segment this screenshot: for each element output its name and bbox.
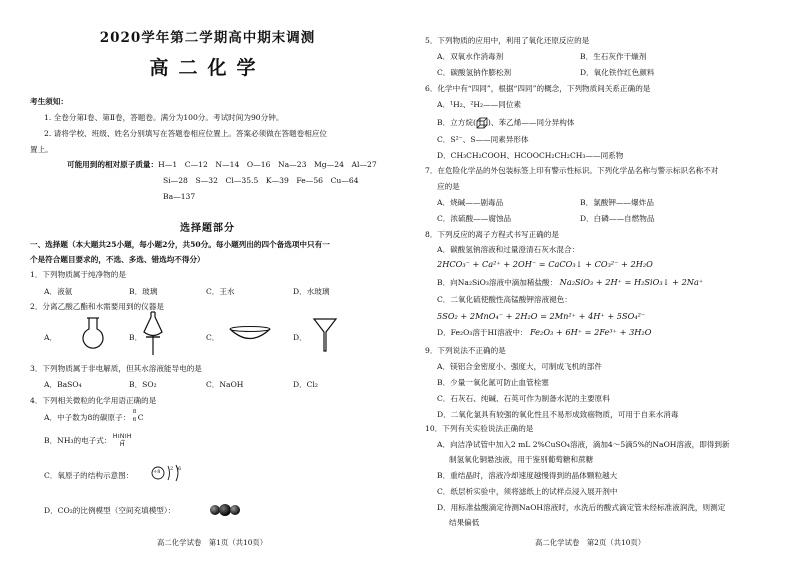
notice-item-2: 2. 请将学校、班级、姓名分别填写在答题卷相应位置上。答案必须做在答题卷相应位 [44,129,328,138]
q10-option-d-line-1: D．用标准盐酸滴定待测NaOH溶液时，水洗后的酸式滴定管未经标准液润洗，则测定 [437,503,726,512]
nh3-electron-formula-icon [112,431,134,451]
q5-option-c: C．碳酸氢钠作膨松剂 [437,68,512,77]
q9-option-d: D．二氧化氯具有较强的氧化性且不易形成致癌物质，可用于自来水消毒 [437,410,679,419]
section-instruction-2: 个是符合题目要求的，不选、多选、错选均不得分） [30,255,205,264]
q7-stem-2: 应的是 [437,182,460,191]
q9-option-a: A．镁铝合金密度小、强度大，可制成飞机的部件 [437,362,602,371]
exam-subtitle: 高二化学 [149,57,266,79]
section-title: 选择题部分 [180,223,235,234]
atomic-mass-line-1: H—1 C—12 N—14 O—16 Na—23 Mg—24 Al—27 [158,160,377,169]
q2-option-d: D． [293,333,307,342]
q5-stem: 5．下列物质的应用中，利用了氧化还原反应的是 [425,36,590,45]
co2-space-filling-model [210,503,246,517]
atomic-mass-line-3: Ba—137 [163,192,196,201]
q6-option-a: A．¹H₂、²H₂——同位素 [437,100,522,109]
svg-text:H: H [127,434,132,440]
funnel-icon [313,318,337,352]
q6-option-b-text-1: B．立方烷( [437,118,476,127]
q10-stem: 10．下列有关实验说法正确的是 [425,424,534,433]
q8-option-d [437,327,651,338]
q5-option-d: D．氧化铁作红色颜料 [580,68,655,77]
q3-option-d: D．Cl₂ [293,380,318,389]
q1-option-d: D．水玻璃 [293,287,330,296]
q2-option-c: C． [206,333,220,342]
q6-option-b [437,117,574,129]
q8-option-a: A．碳酸氢钠溶液和过量澄清石灰水混合： [437,245,580,254]
q8-option-a-equation: 2HCO₃⁻ + Ca²⁺ + 2OH⁻ = CaCO₃↓ + CO₃²⁻ + 2H₂O [437,259,653,269]
q2-option-a: A． [44,333,58,342]
q8-option-c: C．二氧化硫使酸性高锰酸钾溶液褪色： [437,295,572,304]
notice-item-1: 1. 全卷分第Ⅰ卷、第Ⅱ卷，答题卷。满分为100分。考试时间为90分钟。 [44,113,284,122]
q6-stem: 6．化学中有“四同”，根据“四同”的概念，下列物质间关系正确的是 [425,84,651,93]
q7-stem-1: 7．在危险化学品的外包装标签上印有警示性标识。下列化学品名称与警示标识名称不对 [425,166,719,175]
svg-text:N: N [120,434,125,440]
section-instruction-1: 一、选择题（本大题共25小题，每小题2分，共50分。每小题列出的四个备选项中只有一 [30,240,330,249]
oxygen-ball-icon [230,505,240,515]
q3-option-c: C．NaOH [206,380,244,389]
atomic-mass-line-2: Si—28 S—32 Cl—35.5 K—39 Fe—56 Cu—64 [163,176,359,185]
q5-option-a: A．双氧水作消毒剂 [437,52,504,61]
q5-option-b: B．生石灰作干燥剂 [580,52,647,61]
q8-option-d-text: D．Fe₂O₃溶于HI溶液中： [437,328,528,337]
mass-number: 8 [132,409,137,415]
q4-option-c: C．氧原子的结构示意图： [44,471,134,480]
q3-option-a: A．BaSO₄ [44,380,82,389]
exam-title: 2020学年第二学期高中期末调测 [99,30,316,46]
q10-option-a-line-2: 制氢氧化铜悬浊液，用于鉴别葡萄糖和蔗糖 [449,455,594,464]
q1-option-b: B．玻璃 [129,287,158,296]
q8-option-b-equation: Na₂SiO₃ + 2H⁺ = H₂SiO₃↓ + 2Na⁺ [559,277,704,287]
footer-left: 高二化学试卷 第1页（共10页） [157,538,268,547]
q1-option-c: C．王水 [206,287,235,296]
shell-2-electrons: 6 [178,466,182,472]
q2-option-b: B． [129,333,143,342]
element-symbol: C [137,413,144,422]
q3-stem: 3．下列物质属于非电解质，但其水溶液能导电的是 [30,364,202,373]
separatory-funnel-icon [142,312,164,356]
q10-option-a-line-1: A．向洁净试管中加入2 mL 2%CuSO₄溶液，滴加4～5滴5%的NaOH溶液，即得到新 [437,440,730,449]
notice-heading: 考生须知： [30,97,68,106]
q3-option-b: B．SO₂ [129,380,157,389]
cubane-icon [476,117,488,129]
q4-stem: 4．下列相关微粒的化学用语正确的是 [30,396,157,405]
q8-option-b [437,277,703,288]
q6-option-b-text-2: )、苯乙烯——同分异构体 [487,118,575,127]
q9-option-b: B．少量一氧化氮可防止血管栓塞 [437,378,549,387]
q7-option-b: B．氯酸钾——爆炸品 [580,198,654,207]
carbon-isotope-symbol [132,409,149,423]
nucleus-charge: +8 [153,469,161,475]
q9-stem: 9．下列说法不正确的是 [425,346,506,355]
q4-option-b: B．NH₃的电子式： [44,436,112,445]
q2-stem: 2．分离乙酸乙酯和水需要用到的仪器是 [30,302,164,311]
atomic-mass-label: 可能用到的相对原子质量： [67,160,159,169]
footer-right: 高二化学试卷 第2页（共10页） [535,538,646,547]
q7-option-a: A．烧碱——剧毒品 [437,198,504,207]
q6-option-c: C．S²⁻、S——同素异形体 [437,135,529,144]
q8-option-c-equation: 5SO₂ + 2MnO₄⁻ + 2H₂O = 2Mn²⁺ + 4H⁺ + 5SO₄²⁻ [437,311,646,321]
q10-option-d-line-2: 结果偏低 [449,518,480,527]
svg-text:H: H [113,434,118,440]
evaporating-dish-icon [228,326,272,346]
q8-option-b-text: B．向Na₂SiO₃溶液中滴加稀盐酸： [437,278,558,287]
shell-1-electrons: 2 [170,466,174,472]
q6-option-d: D．CH₃CH₂COOH、HCOOCH₂CH₂CH₃——同系物 [437,151,624,160]
q9-option-c: C．石灰石、纯碱、石英可作为制备水泥的主要原料 [437,394,610,403]
q4-option-a [44,409,149,423]
left-page [30,0,385,561]
q10-option-c: C．纸层析实验中，须将滤纸上的试样点浸入展开剂中 [437,487,618,496]
right-page [425,0,770,561]
q4-option-d: D．CO₂的比例模型（空间充填模型）： [44,506,176,515]
svg-text:H: H [120,442,125,448]
q8-stem: 8．下列反应的离子方程式书写正确的是 [425,230,559,239]
notice-item-3: 置上。 [30,145,53,154]
q8-option-d-equation: Fe₂O₃ + 6H⁺ = 2Fe³⁺ + 3H₂O [529,327,652,337]
atomic-number: 6 [132,417,137,423]
q7-option-c: C．浓硫酸——腐蚀品 [437,214,512,223]
round-bottom-flask-icon [80,317,106,349]
q1-stem: 1．下列物质属于纯净物的是 [30,270,126,279]
q4-option-a-text: A．中子数为8的碳原子： [44,413,131,422]
q1-option-a: A．液氨 [44,287,73,296]
q7-option-d: D．白磷——自燃物品 [580,214,655,223]
q10-option-b: B．重结晶时，溶液冷却速度越慢得到的晶体颗粒越大 [437,471,618,480]
